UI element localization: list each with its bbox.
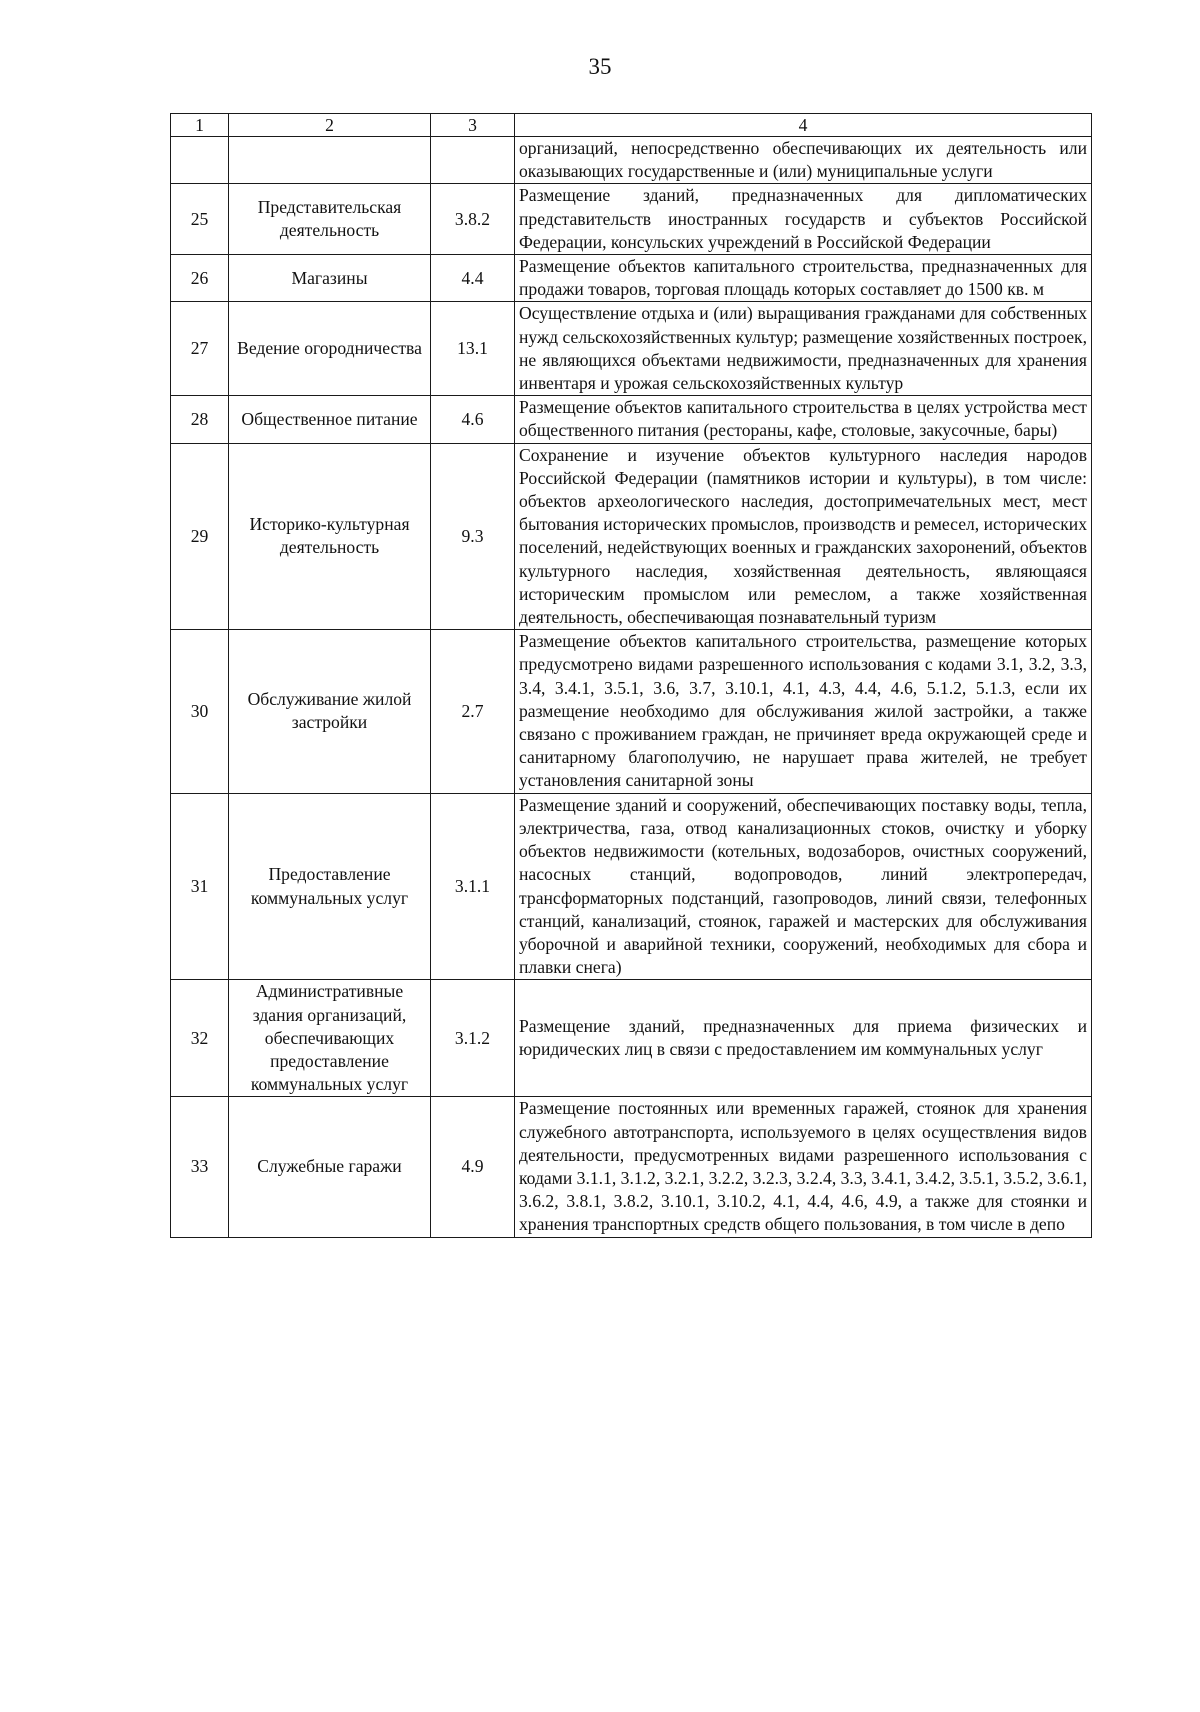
row-number: 30 [171,630,229,793]
use-name: Ведение огородничества [229,302,431,396]
use-code: 4.9 [431,1097,515,1237]
row-number: 29 [171,443,229,630]
use-name [229,137,431,184]
row-number: 32 [171,980,229,1097]
use-description: Размещение объектов капитального строительства, размещение которых предусмотрено видами разрешенного использования с кодами 3.1, 3.2, 3.3, 3.4, 3.4.1, 3.5.1, 3.6, 3.7, 3.10.1, 4.1, 4.3, 4.4, 4.6, 5.1.2, 5.1.3, если их размещение необходимо для обслуживания жилой застройки, а также связано с проживанием граждан, не причиняет вреда окружающей среде и санитарному благополучию, не нарушает права жителей, не требует установления санитарной зоны [515,630,1092,793]
use-code: 13.1 [431,302,515,396]
use-code [431,137,515,184]
use-name: Обслуживание жилой застройки [229,630,431,793]
table-row [171,137,1092,184]
use-description: Размещение постоянных или временных гаражей, стоянок для хранения служебного автотранспорта, используемого в целях осуществления видов деятельности, предусмотренных видами разрешенного использования с кодами 3.1.1, 3.1.2, 3.2.1, 3.2.2, 3.2.3, 3.2.4, 3.3, 3.4.1, 3.4.2, 3.5.1, 3.5.2, 3.6.1, 3.6.2, 3.8.1, 3.8.2, 3.10.1, 3.10.2, 4.1, 4.4, 4.6, 4.9, а также для стоянки и хранения транспортных средств общего пользования, в том числе в депо [515,1097,1092,1237]
row-number: 33 [171,1097,229,1237]
table-row [171,184,1092,255]
table-row [171,255,1092,302]
header-col-1: 1 [171,114,229,137]
header-col-4: 4 [515,114,1092,137]
table-row [171,793,1092,980]
use-description: Размещение зданий, предназначенных для дипломатических представительств иностранных государств и субъектов Российской Федерации, консульских учреждений в Российской Федерации [515,184,1092,255]
use-code: 9.3 [431,443,515,630]
use-description: Размещение объектов капитального строительства, предназначенных для продажи товаров, торговая площадь которых составляет до 1500 кв. м [515,255,1092,302]
row-number: 27 [171,302,229,396]
row-number: 28 [171,396,229,443]
use-description: Осуществление отдыха и (или) выращивания гражданами для собственных нужд сельскохозяйственных культур; размещение хозяйственных построек, не являющихся объектами недвижимости, предназначенных для хранения инвентаря и урожая сельскохозяйственных культур [515,302,1092,396]
use-description: Размещение зданий, предназначенных для приема физических и юридических лиц в связи с предоставлением им коммунальных услуг [515,980,1092,1097]
table-row [171,1097,1092,1237]
use-description: Сохранение и изучение объектов культурного наследия народов Российской Федерации (памятников истории и культуры), в том числе: объектов археологического наследия, достопримечательных мест, мест бытования исторических промыслов, производств и ремесел, исторических поселений, недействующих военных и гражданских захоронений, объектов культурного наследия, хозяйственная деятельность, являющаяся историческим промыслом или ремеслом, а также хозяйственная деятельность, обеспечивающая познавательный туризм [515,443,1092,630]
row-number: 25 [171,184,229,255]
use-description: Размещение зданий и сооружений, обеспечивающих поставку воды, тепла, электричества, газа, отвод канализационных стоков, очистку и уборку объектов недвижимости (котельных, водозаборов, очистных сооружений, насосных станций, водопроводов, линий электропередач, трансформаторных подстанций, газопроводов, линий связи, телефонных станций, канализаций, стоянок, гаражей и мастерских для обслуживания уборочной и аварийной техники, сооружений, необходимых для сбора и плавки снега) [515,793,1092,980]
use-code: 4.4 [431,255,515,302]
use-name: Общественное питание [229,396,431,443]
use-code: 3.1.2 [431,980,515,1097]
use-name: Предоставление коммунальных услуг [229,793,431,980]
land-use-table [170,113,1092,1238]
use-code: 4.6 [431,396,515,443]
use-name: Административные здания организаций, обеспечивающих предоставление коммунальных услуг [229,980,431,1097]
use-name: Представительская деятельность [229,184,431,255]
row-number [171,137,229,184]
table-row [171,980,1092,1097]
use-description: организаций, непосредственно обеспечивающих их деятельность или оказывающих государственные и (или) муниципальные услуги [515,137,1092,184]
use-code: 3.8.2 [431,184,515,255]
use-name: Магазины [229,255,431,302]
use-code: 3.1.1 [431,793,515,980]
use-code: 2.7 [431,630,515,793]
table-row [171,630,1092,793]
header-col-2: 2 [229,114,431,137]
page-number: 35 [588,54,612,79]
table-row [171,302,1092,396]
header-col-3: 3 [431,114,515,137]
row-number: 26 [171,255,229,302]
use-name: Историко-культурная деятельность [229,443,431,630]
table-row [171,443,1092,630]
header-row [171,114,1092,137]
use-name: Служебные гаражи [229,1097,431,1237]
table-row [171,396,1092,443]
row-number: 31 [171,793,229,980]
use-description: Размещение объектов капитального строительства в целях устройства мест общественного питания (рестораны, кафе, столовые, закусочные, бары) [515,396,1092,443]
